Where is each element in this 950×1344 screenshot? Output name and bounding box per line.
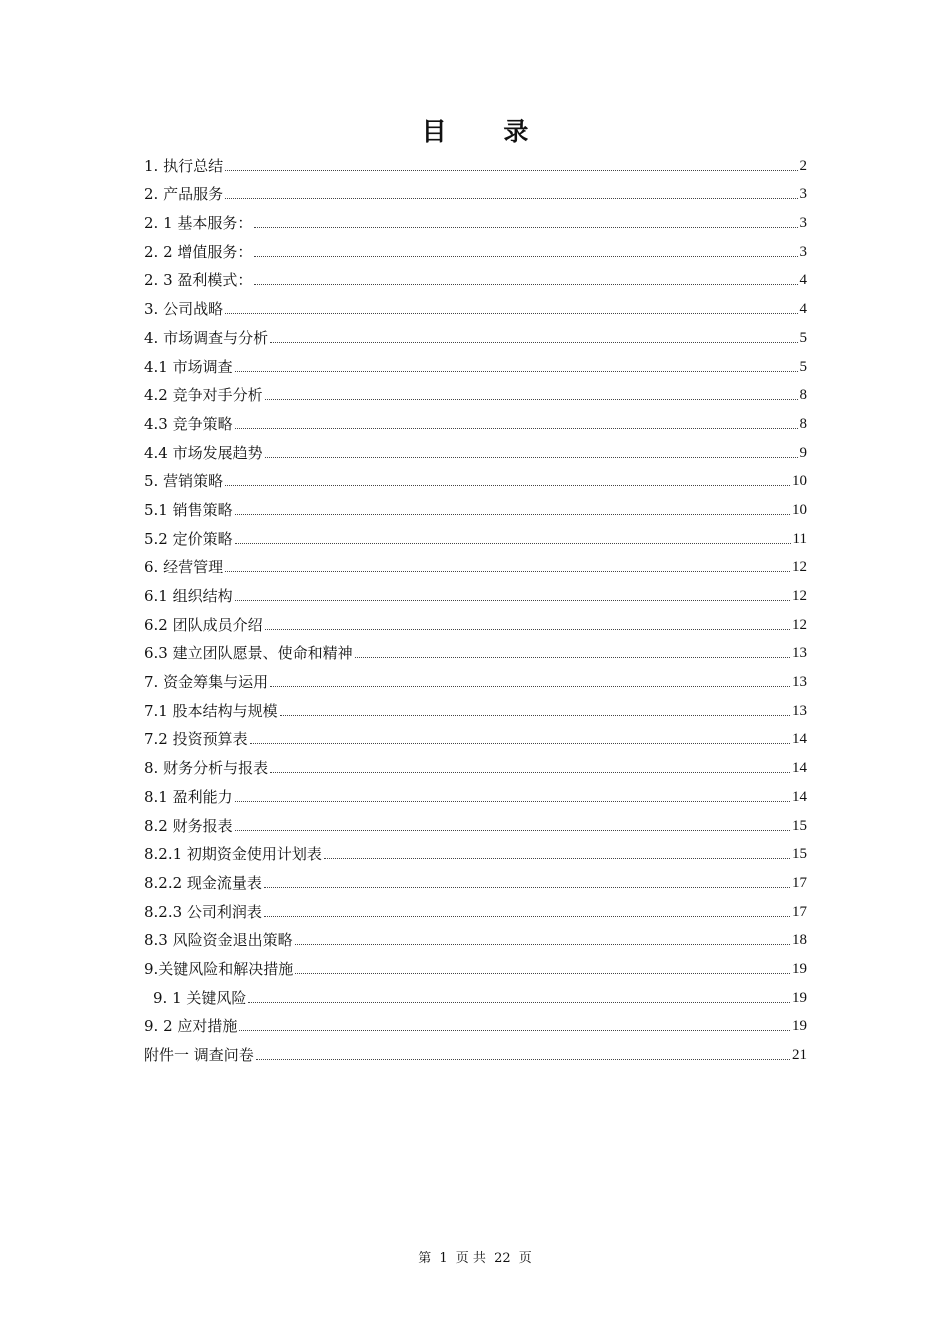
toc-entry-label: 8.1 盈利能力 <box>144 787 233 806</box>
toc-entry[interactable] <box>144 721 807 750</box>
footer-middle: 页 共 <box>455 1251 486 1266</box>
toc-dot-leader <box>265 629 790 630</box>
toc-dot-leader <box>324 858 790 859</box>
toc-entry[interactable] <box>144 577 807 606</box>
toc-page-number: 17 <box>792 874 807 891</box>
toc-dot-leader <box>270 342 797 343</box>
toc-dot-leader <box>265 457 798 458</box>
toc-entry-label: 6.3 建立团队愿景、使命和精神 <box>144 644 353 663</box>
toc-entry-label: 7. 资金筹集与运用 <box>144 673 269 692</box>
toc-dot-leader <box>295 944 790 945</box>
toc-entry[interactable] <box>144 979 807 1008</box>
toc-entry-label: 2. 产品服务 <box>144 185 224 204</box>
toc-page-number: 10 <box>792 501 807 518</box>
toc-entry-label: 1. 执行总结 <box>144 156 224 175</box>
toc-page-number: 8 <box>799 415 807 432</box>
toc-entry-label: 8. 财务分析与报表 <box>144 759 269 778</box>
toc-entry[interactable] <box>144 549 807 578</box>
toc-dot-leader <box>270 772 790 773</box>
toc-entry-label: 8.2.2 现金流量表 <box>144 873 262 892</box>
toc-dot-leader <box>235 428 798 429</box>
toc-dot-leader <box>235 371 798 372</box>
toc-dot-leader <box>280 715 790 716</box>
toc-entry[interactable] <box>144 520 807 549</box>
toc-entry[interactable] <box>144 491 807 520</box>
toc-page-number: 12 <box>792 559 807 576</box>
toc-dot-leader <box>355 657 790 658</box>
footer-suffix: 页 <box>518 1251 532 1266</box>
toc-page-number: 14 <box>792 760 807 777</box>
toc-dot-leader <box>254 227 797 228</box>
toc-entry-label: 9. 2 应对措施 <box>144 1017 238 1036</box>
toc-entry-label: 5.2 定价策略 <box>144 529 233 548</box>
footer-total-pages: 22 <box>494 1251 511 1266</box>
toc-page-number: 2 <box>799 157 807 174</box>
toc-page-number: 10 <box>792 473 807 490</box>
toc-page-number: 4 <box>799 272 807 289</box>
toc-dot-leader <box>264 916 790 917</box>
toc-page-number: 13 <box>792 645 807 662</box>
toc-entry-label: 4.4 市场发展趋势 <box>144 443 263 462</box>
toc-entry[interactable] <box>144 1036 807 1065</box>
toc-dot-leader <box>254 284 797 285</box>
toc-entry[interactable] <box>144 778 807 807</box>
toc-entry-label: 8.2.3 公司利润表 <box>144 902 262 921</box>
toc-entry[interactable] <box>144 864 807 893</box>
toc-entry-label: 8.3 风险资金退出策略 <box>144 931 293 950</box>
toc-entry[interactable] <box>144 1008 807 1037</box>
toc-list <box>144 147 807 1065</box>
toc-title: 目 录 <box>421 117 553 146</box>
toc-dot-leader <box>248 1002 790 1003</box>
toc-entry-label: 5. 营销策略 <box>144 472 224 491</box>
toc-page-number: 14 <box>792 731 807 748</box>
footer-prefix: 第 <box>418 1251 432 1266</box>
toc-entry[interactable] <box>144 176 807 205</box>
toc-entry[interactable] <box>144 405 807 434</box>
toc-dot-leader <box>235 801 790 802</box>
toc-entry[interactable] <box>144 319 807 348</box>
toc-entry[interactable] <box>144 290 807 319</box>
toc-entry[interactable] <box>144 204 807 233</box>
toc-entry[interactable] <box>144 377 807 406</box>
page-footer <box>0 1247 950 1266</box>
toc-entry[interactable] <box>144 663 807 692</box>
toc-dot-leader <box>235 830 790 831</box>
toc-entry-label: 7.1 股本结构与规模 <box>144 701 278 720</box>
toc-page-number: 12 <box>792 616 807 633</box>
toc-entry-label: 3. 公司战略 <box>144 300 224 319</box>
toc-page-number: 19 <box>792 960 807 977</box>
toc-dot-leader <box>225 571 790 572</box>
toc-page-number: 19 <box>792 989 807 1006</box>
toc-dot-leader <box>235 514 790 515</box>
toc-entry[interactable] <box>144 635 807 664</box>
toc-page-number: 19 <box>792 1018 807 1035</box>
toc-page-number: 13 <box>792 674 807 691</box>
toc-page-number: 18 <box>792 932 807 949</box>
toc-page-number: 11 <box>792 530 807 547</box>
toc-page-number: 3 <box>799 215 807 232</box>
toc-entry[interactable] <box>144 233 807 262</box>
toc-entry-label: 6. 经营管理 <box>144 558 224 577</box>
toc-page-number: 15 <box>792 846 807 863</box>
toc-entry-label: 2. 1 基本服务： <box>144 214 253 233</box>
toc-dot-leader <box>270 686 790 687</box>
toc-entry-label: 8.2 财务报表 <box>144 816 233 835</box>
toc-dot-leader <box>256 1059 790 1060</box>
toc-page-number: 3 <box>799 186 807 203</box>
toc-entry-label: 附件一 调查问卷 <box>144 1046 254 1064</box>
toc-entry-label: 8.2.1 初期资金使用计划表 <box>144 845 322 864</box>
toc-entry-label: 4. 市场调查与分析 <box>144 328 269 347</box>
toc-dot-leader <box>225 485 790 486</box>
toc-entry-label: 9. 1 关键风险 <box>153 988 247 1007</box>
toc-page-number: 5 <box>799 358 807 375</box>
toc-entry-label: 5.1 销售策略 <box>144 500 233 519</box>
toc-dot-leader <box>250 743 790 744</box>
toc-entry[interactable] <box>144 836 807 865</box>
toc-entry-label: 9.关键风险和解决措施 <box>144 959 294 978</box>
toc-page-number: 14 <box>792 788 807 805</box>
toc-page-number: 12 <box>792 588 807 604</box>
toc-entry[interactable] <box>144 606 807 635</box>
toc-entry[interactable] <box>144 434 807 463</box>
toc-dot-leader <box>239 1030 790 1031</box>
toc-entry-label: 6.1 组织结构 <box>144 587 233 605</box>
toc-entry[interactable] <box>144 348 807 377</box>
toc-page-number: 8 <box>799 387 807 404</box>
toc-dot-leader <box>225 170 797 171</box>
toc-entry[interactable] <box>144 749 807 778</box>
toc-dot-leader <box>235 600 790 601</box>
toc-entry[interactable] <box>144 463 807 492</box>
toc-entry[interactable] <box>144 950 807 979</box>
toc-dot-leader <box>295 973 790 974</box>
toc-entry-label: 4.1 市场调查 <box>144 357 233 376</box>
toc-page-number: 5 <box>799 329 807 346</box>
toc-entry[interactable] <box>144 262 807 291</box>
toc-dot-leader <box>225 198 797 199</box>
toc-page-number: 21 <box>792 1047 807 1063</box>
toc-entry[interactable] <box>144 147 807 176</box>
toc-dot-leader <box>235 543 791 544</box>
toc-entry[interactable] <box>144 922 807 951</box>
toc-page-number: 4 <box>799 301 807 318</box>
toc-entry-label: 2. 3 盈利模式： <box>144 271 253 290</box>
toc-entry[interactable] <box>144 692 807 721</box>
toc-dot-leader <box>264 887 790 888</box>
toc-entry-label: 4.3 竞争策略 <box>144 414 233 433</box>
toc-entry[interactable] <box>144 807 807 836</box>
toc-dot-leader <box>225 313 797 314</box>
toc-entry-label: 7.2 投资预算表 <box>144 730 248 749</box>
toc-entry-label: 2. 2 增值服务： <box>144 242 253 261</box>
toc-page-number: 15 <box>792 817 807 834</box>
toc-dot-leader <box>265 399 798 400</box>
footer-current-page: 1 <box>439 1251 448 1266</box>
toc-page-number: 3 <box>799 243 807 260</box>
toc-page-number: 13 <box>792 702 807 719</box>
toc-dot-leader <box>254 256 797 257</box>
toc-entry-label: 6.2 团队成员介绍 <box>144 615 263 634</box>
toc-entry[interactable] <box>144 893 807 922</box>
toc-page-number: 9 <box>799 444 807 461</box>
toc-page-number: 17 <box>792 903 807 920</box>
toc-entry-label: 4.2 竞争对手分析 <box>144 386 263 405</box>
